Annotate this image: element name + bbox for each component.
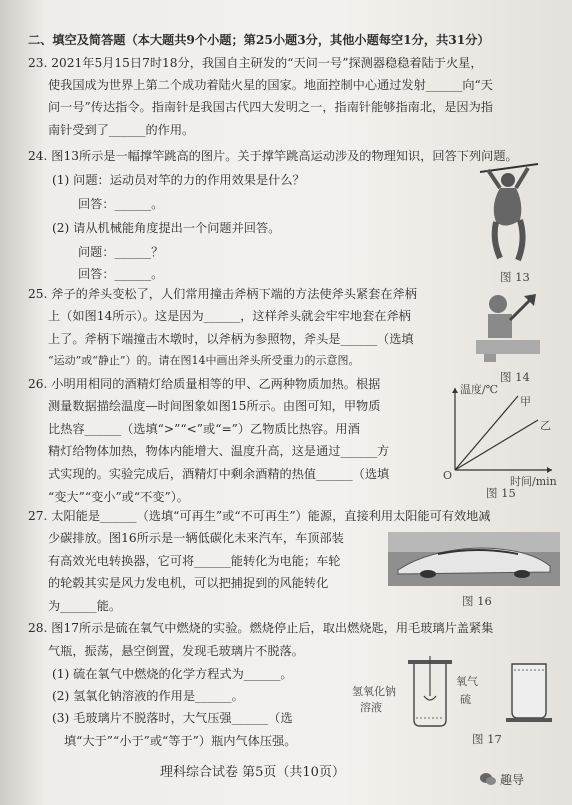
- graph-series2-label: 乙: [540, 419, 551, 432]
- q27-line-3: 有高效光电转换器，它可将______能转化为电能；车轮: [48, 554, 341, 568]
- page-footer: 理科综合试卷 第5页（共10页）: [160, 765, 345, 780]
- q25-line-2: 上（如图14所示）。这是因为______，这样斧头就会牢牢地套在斧柄: [48, 309, 411, 323]
- section-header: 二、填空及简答题（本大题共9个小题；第25小题3分，其他小题每空1分，共31分）: [28, 33, 490, 47]
- q23-line-3: 问一号”传达指令。指南针是我国古代四大发明之一，指南针能够指南北，是因为指: [48, 100, 493, 114]
- graph-series1-label: 甲: [520, 395, 531, 408]
- q24-stem: 24. 图13所示是一幅撑竿跳高的图片。关于撑竿跳高运动涉及的物理知识，回答下列问题。: [28, 149, 518, 163]
- figure-13-caption: 图 13: [500, 270, 530, 284]
- combustion-bottle-figure: [400, 656, 560, 732]
- wechat-icon: [480, 772, 496, 786]
- naoh-label-line2: 溶液: [360, 701, 382, 714]
- q24-answer1: 回答：______。: [78, 197, 164, 211]
- series-yi-line: [455, 420, 538, 470]
- q23-line-2: 使我国成为世界上第二个成功着陆火星的国家。地面控制中心通过发射______向“天: [48, 78, 493, 92]
- q28-part3-cont: 填“大于”“小于”或“等于”）瓶内气体压强。: [64, 734, 297, 748]
- pole-vault-figure: [470, 160, 545, 270]
- q24-part2: (2) 请从机械能角度提出一个问题并回答。: [52, 221, 281, 235]
- q24-answer2: 回答：______。: [78, 267, 164, 281]
- q28-part1: (1) 硫在氧气中燃烧的化学方程式为______。: [52, 667, 293, 681]
- sulfur-label: 硫: [460, 693, 471, 706]
- q25-line-3: 上了。斧柄下端撞击木墩时，以斧柄为参照物，斧头是______（选填: [48, 332, 414, 346]
- figure-17-caption: 图 17: [472, 732, 502, 746]
- temperature-time-graph: [440, 382, 560, 482]
- q26-line-2: 测量数据描绘温度—时间图象如图15所示。由图可知，甲物质: [48, 399, 381, 413]
- q26-line-5: 式实现的。实验完成后，酒精灯中剩余酒精的热值______（选填: [48, 467, 390, 481]
- watermark-text: 趣导: [500, 773, 525, 787]
- q25-line-4: “运动”或“静止”）的。请在图14中画出斧头所受重力的示意图。: [48, 354, 360, 367]
- q24-part1: (1) 问题：运动员对竿的力的作用效果是什么？: [52, 173, 305, 187]
- graph-origin-label: O: [443, 469, 453, 482]
- q25-line-1: 25. 斧子的斧头变松了，人们常用撞击斧柄下端的方法使斧头紧套在斧柄: [28, 287, 417, 301]
- figure-15-caption: 图 15: [486, 486, 516, 500]
- oxygen-label: 氧气: [456, 675, 478, 688]
- figure-14-caption: 图 14: [500, 370, 530, 384]
- q28-part3: (3) 毛玻璃片不脱落时，大气压强______（选: [52, 711, 293, 725]
- axe-figure: [470, 290, 545, 362]
- q23-line-1: 23. 2021年5月15日7时18分，我国自主研发的“天问一号”探测器稳稳着陆于火星，: [28, 56, 483, 70]
- graph-x-label: 时间/min: [510, 475, 557, 488]
- q26-line-4: 精灯给物体加热，物体内能增大、温度升高，这是通过______方: [48, 444, 390, 458]
- series-jia-line: [455, 396, 518, 470]
- q24-question2: 问题：______？: [78, 245, 164, 259]
- q28-line-1: 28. 图17所示是硫在氧气中燃烧的实验。燃烧停止后，取出燃烧匙，用毛玻璃片盖紧集: [28, 621, 494, 635]
- naoh-label-line1: 氢氧化钠: [352, 685, 396, 698]
- q28-line-2: 气瓶，振荡，悬空倒置，发现毛玻璃片不脱落。: [48, 644, 304, 658]
- future-car-image: [388, 532, 560, 586]
- q26-line-1: 26. 小明用相同的酒精灯给质量相等的甲、乙两种物质加热。根据: [28, 377, 381, 391]
- q27-line-2: 少碳排放。图16所示是一辆低碳化未来汽车，车顶部装: [48, 531, 344, 545]
- q26-line-3: 比热容______（选填“>”“<”或“=”）乙物质比热容。用酒: [48, 422, 360, 436]
- figure-16-caption: 图 16: [462, 594, 492, 608]
- q23-line-4: 南针受到了______的作用。: [48, 123, 195, 137]
- q28-part2: (2) 氢氧化钠溶液的作用是______。: [52, 689, 244, 703]
- q27-line-4: 的轮毂其实是风力发电机，可以把捕捉到的风能转化: [48, 576, 329, 590]
- q26-line-6: “变大”“变小”或“不变”）。: [48, 490, 189, 504]
- q27-line-1: 27. 太阳能是______（选填“可再生”或“不可再生”）能源，直接利用太阳能可有效地减: [28, 509, 491, 523]
- graph-y-label: 温度/℃: [460, 383, 499, 396]
- q27-line-5: 为______能。: [48, 599, 122, 613]
